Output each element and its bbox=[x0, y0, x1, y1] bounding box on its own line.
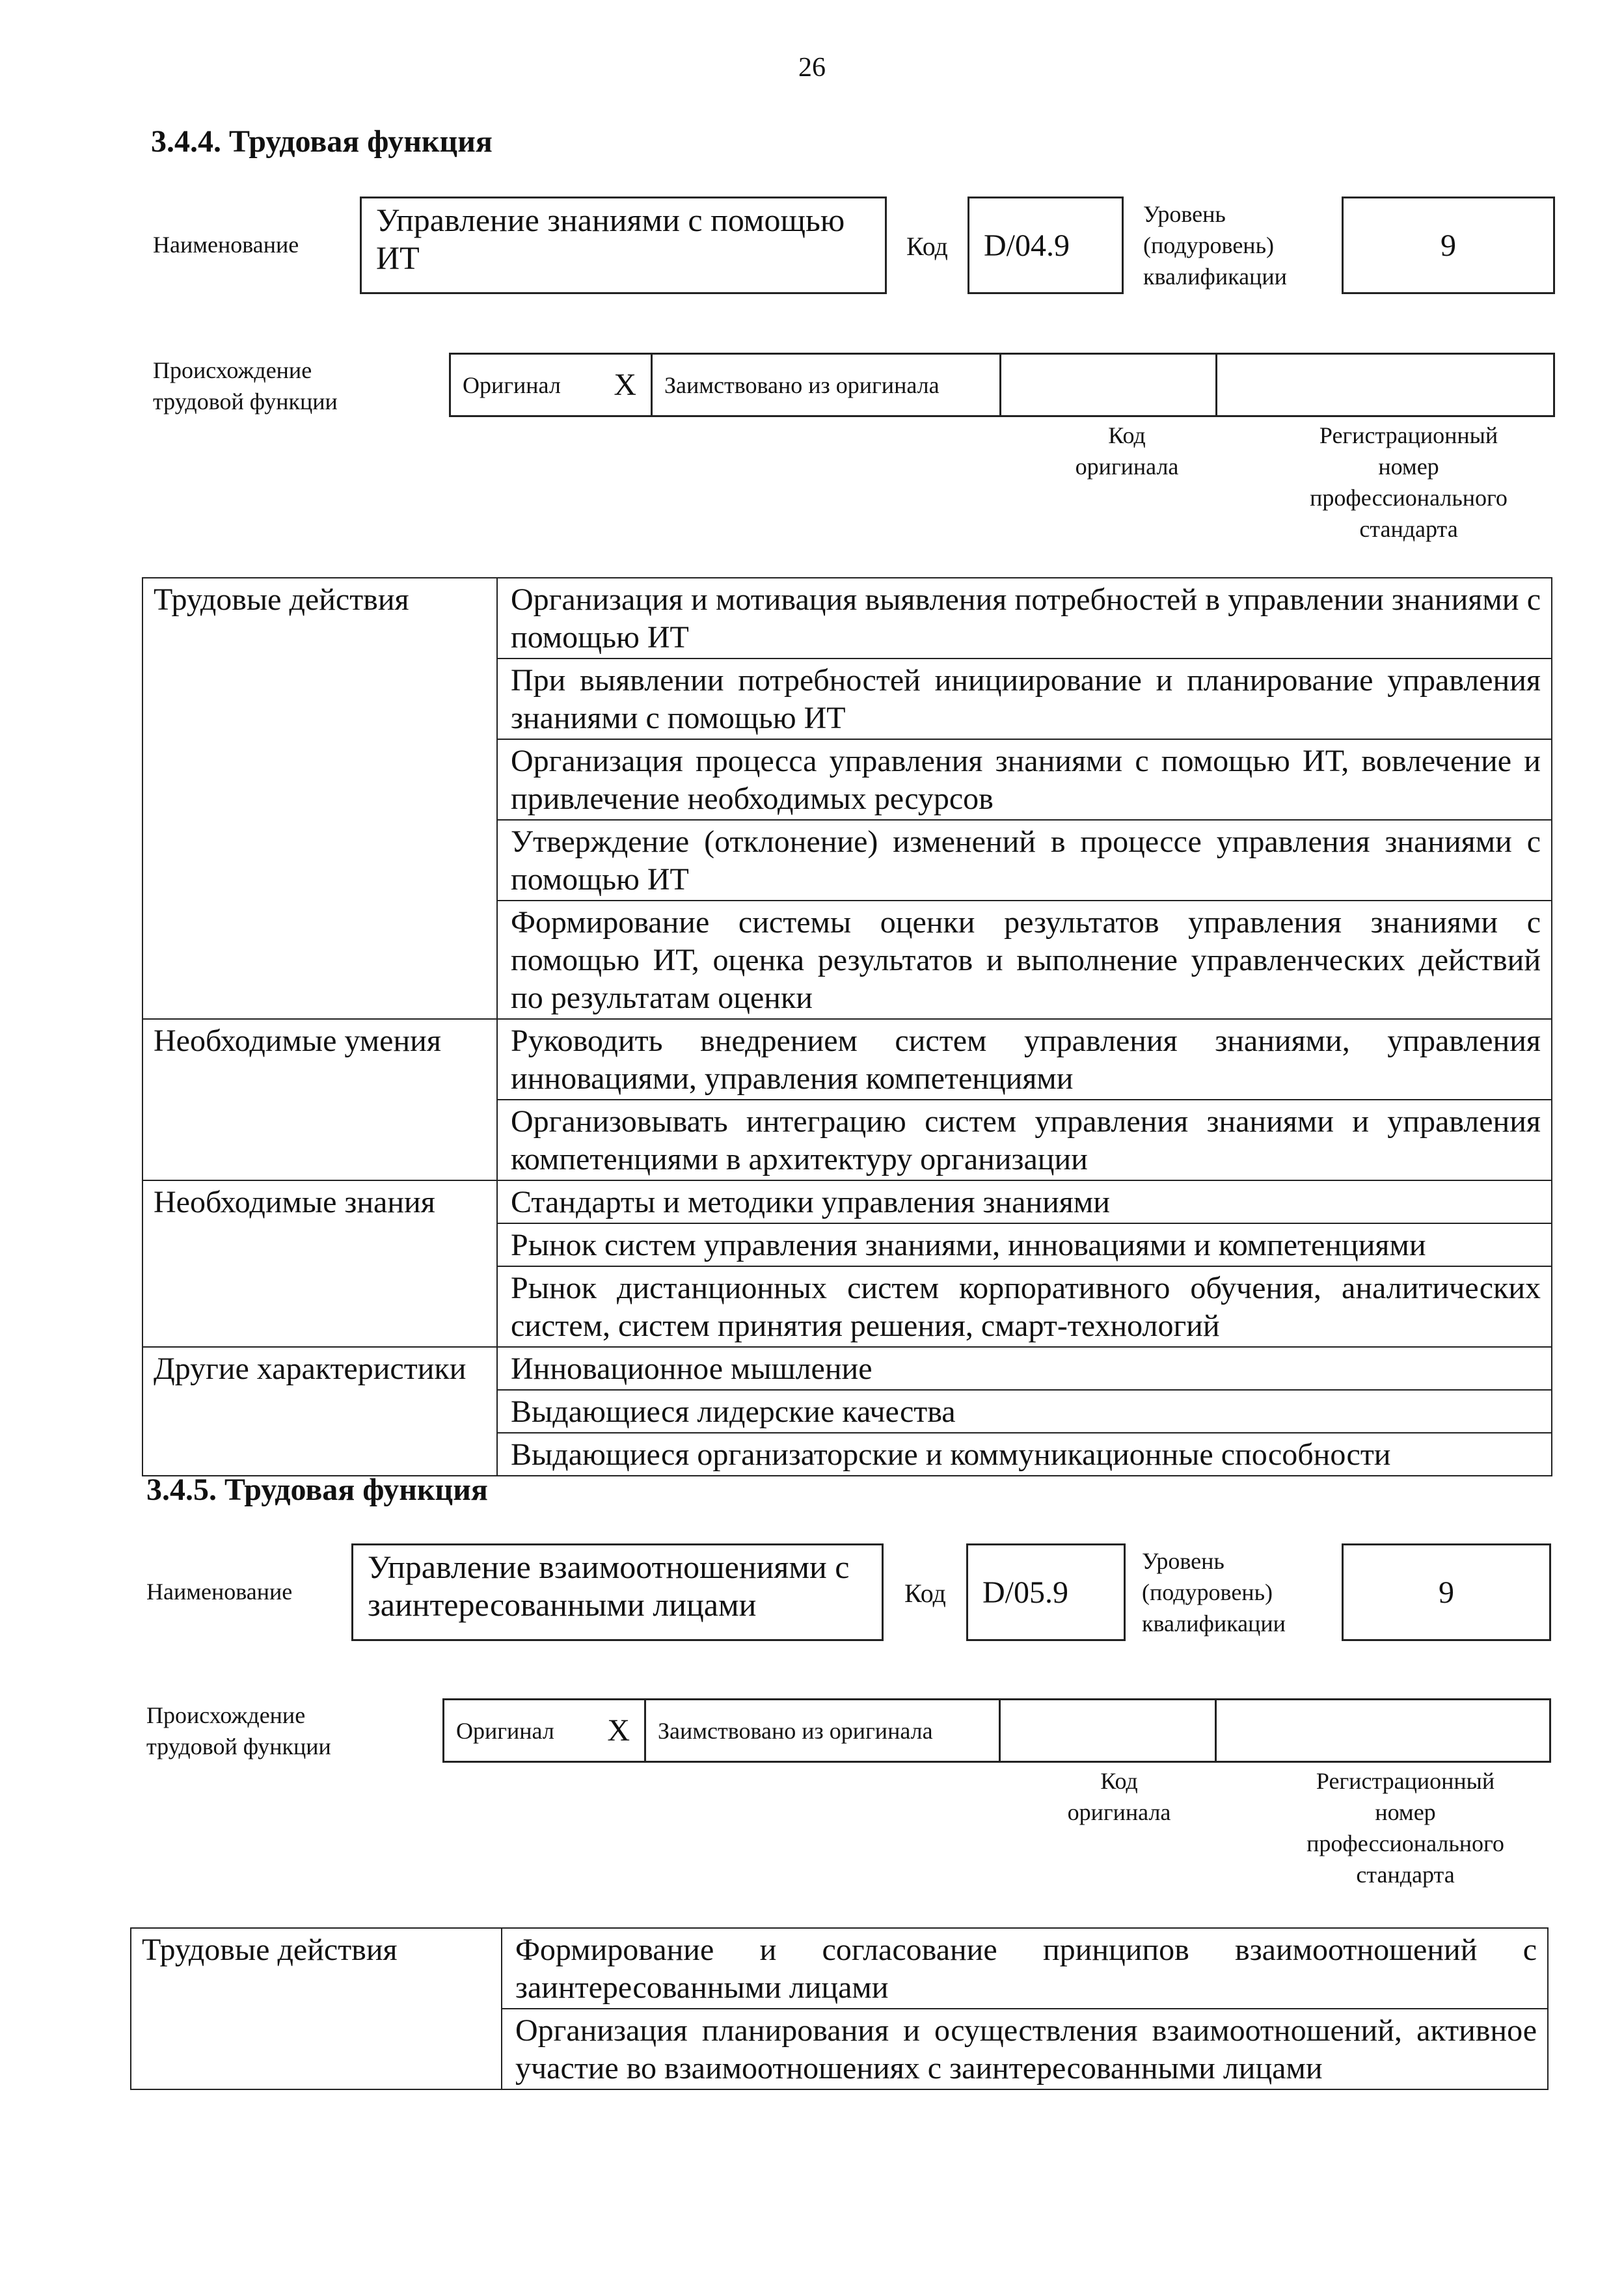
caption-line: Код bbox=[1108, 422, 1146, 448]
origin-table bbox=[449, 353, 1555, 417]
item-cell: Формирование системы оценки результатов управления знаниями с помощью ИТ, оценка результатов и выполнение управленческих действий по результатам оценки bbox=[497, 901, 1552, 1019]
caption-line: стандарта bbox=[1356, 1862, 1455, 1888]
function-name-value: Управление знаниями с помощью ИТ bbox=[376, 202, 845, 276]
level-box bbox=[1342, 1543, 1551, 1641]
table-row bbox=[142, 1019, 1552, 1100]
page-number: 26 bbox=[798, 53, 826, 83]
function-name-box bbox=[351, 1543, 884, 1641]
item-cell: Формирование и согласование принципов взаимоотношений с заинтересованными лицами bbox=[502, 1928, 1548, 2009]
item-cell: Выдающиеся лидерские качества bbox=[497, 1390, 1552, 1433]
level-label-line: Уровень bbox=[1143, 201, 1226, 227]
level-label-line: (подуровень) bbox=[1142, 1579, 1273, 1605]
function-name-box bbox=[360, 197, 887, 294]
category-cell: Необходимые знания bbox=[142, 1180, 497, 1347]
reg-number-cell bbox=[1216, 1700, 1550, 1762]
category-cell: Другие характеристики bbox=[142, 1347, 497, 1476]
item-cell: Организация планирования и осуществления взаимоотношений, активное участие во взаимоотношениях с заинтересованными лицами bbox=[502, 2009, 1548, 2089]
code-box bbox=[968, 197, 1124, 294]
section-heading: 3.4.5. Трудовая функция bbox=[146, 1473, 488, 1507]
origin-label-line: Происхождение bbox=[153, 357, 312, 383]
caption-original-code bbox=[1016, 420, 1238, 482]
code-value: D/04.9 bbox=[984, 228, 1070, 263]
level-value: 9 bbox=[1439, 1575, 1454, 1610]
caption-line: Регистрационный bbox=[1316, 1768, 1495, 1794]
origin-label-line: трудовой функции bbox=[153, 388, 338, 414]
item-cell: Рынок систем управления знаниями, инновациями и компетенциями bbox=[497, 1223, 1552, 1266]
requirements-table bbox=[142, 577, 1552, 1476]
item-cell: При выявлении потребностей инициирование и планирование управления знаниями с помощью ИТ bbox=[497, 659, 1552, 739]
section-heading: 3.4.4. Трудовая функция bbox=[151, 124, 493, 159]
category-cell: Трудовые действия bbox=[142, 578, 497, 1019]
item-cell: Руководить внедрением систем управления знаниями, управления инновациями, управления компетенциями bbox=[497, 1019, 1552, 1100]
reg-number-cell bbox=[1217, 354, 1554, 416]
caption-line: Регистрационный bbox=[1319, 422, 1498, 448]
item-cell: Выдающиеся организаторские и коммуникационные способности bbox=[497, 1433, 1552, 1476]
level-label bbox=[1143, 198, 1287, 292]
code-label: Код bbox=[906, 232, 948, 261]
table-row bbox=[142, 578, 1552, 659]
level-label-line: квалификации bbox=[1143, 264, 1287, 290]
item-cell: Утверждение (отклонение) изменений в процессе управления знаниями с помощью ИТ bbox=[497, 820, 1552, 901]
caption-line: оригинала bbox=[1067, 1799, 1171, 1825]
borrowed-label: Заимствовано из оригинала bbox=[652, 354, 1001, 416]
code-label: Код bbox=[904, 1579, 946, 1608]
item-cell: Стандарты и методики управления знаниями bbox=[497, 1180, 1552, 1223]
origin-table bbox=[442, 1698, 1551, 1763]
original-code-cell bbox=[1001, 354, 1217, 416]
original-mark: X bbox=[600, 354, 652, 416]
item-cell: Инновационное мышление bbox=[497, 1347, 1552, 1390]
original-label: Оригинал bbox=[450, 354, 600, 416]
caption-original-code bbox=[1008, 1765, 1230, 1828]
caption-reg-number bbox=[1256, 420, 1562, 545]
caption-reg-number bbox=[1252, 1765, 1558, 1890]
caption-line: номер bbox=[1378, 454, 1439, 480]
caption-line: Код bbox=[1100, 1768, 1138, 1794]
category-cell: Необходимые умения bbox=[142, 1019, 497, 1180]
borrowed-label: Заимствовано из оригинала bbox=[645, 1700, 1000, 1762]
caption-line: оригинала bbox=[1075, 454, 1179, 480]
caption-line: профессионального bbox=[1306, 1830, 1504, 1856]
level-box bbox=[1342, 197, 1555, 294]
origin-label bbox=[153, 355, 338, 417]
table-row bbox=[142, 1347, 1552, 1390]
origin-label bbox=[146, 1700, 331, 1762]
table-row bbox=[131, 1928, 1548, 2009]
original-code-cell bbox=[1000, 1700, 1216, 1762]
category-cell: Трудовые действия bbox=[131, 1928, 502, 2089]
requirements-table bbox=[130, 1927, 1549, 2090]
name-label: Наименование bbox=[153, 232, 299, 258]
item-cell: Организация и мотивация выявления потребностей в управлении знаниями с помощью ИТ bbox=[497, 578, 1552, 659]
level-value: 9 bbox=[1441, 228, 1456, 263]
level-label bbox=[1142, 1545, 1286, 1639]
table-row bbox=[142, 1180, 1552, 1223]
function-name-value: Управление взаимоотношениями с заинтересованными лицами bbox=[368, 1549, 850, 1623]
level-label-line: Уровень bbox=[1142, 1548, 1225, 1574]
caption-line: номер bbox=[1375, 1799, 1436, 1825]
original-mark: X bbox=[593, 1700, 645, 1762]
caption-line: стандарта bbox=[1359, 516, 1458, 542]
name-label: Наименование bbox=[146, 1579, 293, 1605]
level-label-line: квалификации bbox=[1142, 1610, 1286, 1637]
item-cell: Рынок дистанционных систем корпоративного обучения, аналитических систем, систем принятия решения, смарт-технологий bbox=[497, 1266, 1552, 1347]
item-cell: Организовывать интеграцию систем управления знаниями и управления компетенциями в архитектуру организации bbox=[497, 1100, 1552, 1180]
level-label-line: (подуровень) bbox=[1143, 232, 1274, 258]
code-box bbox=[966, 1543, 1126, 1641]
original-label: Оригинал bbox=[444, 1700, 593, 1762]
item-cell: Организация процесса управления знаниями с помощью ИТ, вовлечение и привлечение необходимых ресурсов bbox=[497, 739, 1552, 820]
caption-line: профессионального bbox=[1310, 485, 1508, 511]
code-value: D/05.9 bbox=[982, 1575, 1068, 1610]
origin-label-line: Происхождение bbox=[146, 1702, 306, 1728]
origin-label-line: трудовой функции bbox=[146, 1733, 331, 1759]
